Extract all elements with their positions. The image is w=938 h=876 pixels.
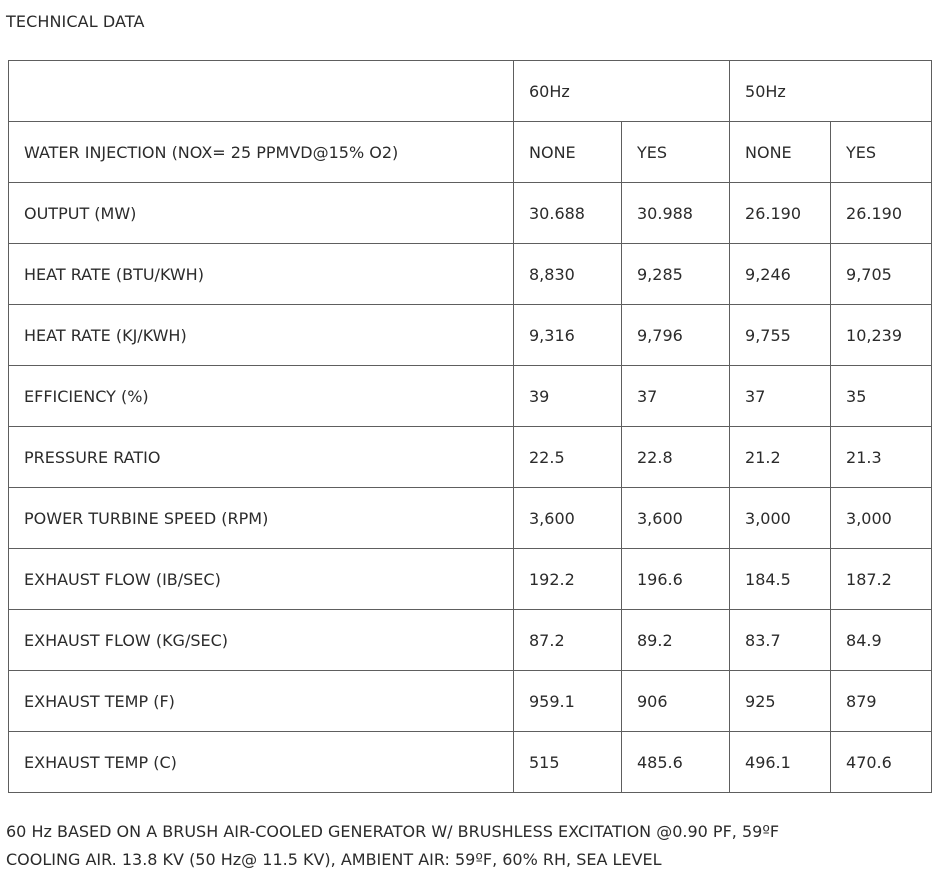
cell-50hz-none: 9,246: [730, 244, 831, 305]
footnote: [6, 818, 926, 874]
cell-50hz-none: 21.2: [730, 427, 831, 488]
cell-50hz-yes: YES: [831, 122, 932, 183]
table-row: [9, 183, 932, 244]
cell-50hz-yes: 879: [831, 671, 932, 732]
cell-60hz-yes: 30.988: [622, 183, 730, 244]
table-row: [9, 427, 932, 488]
technical-data-table: [8, 60, 932, 793]
row-label: EXHAUST TEMP (F): [9, 671, 514, 732]
cell-50hz-none: 83.7: [730, 610, 831, 671]
cell-60hz-yes: 89.2: [622, 610, 730, 671]
cell-60hz-none: 30.688: [514, 183, 622, 244]
table-row: [9, 549, 932, 610]
cell-60hz-none: 9,316: [514, 305, 622, 366]
footnote-line-2: COOLING AIR. 13.8 KV (50 Hz@ 11.5 KV), AMBIENT AIR: 59ºF, 60% RH, SEA LEVEL: [6, 850, 662, 869]
table-row: [9, 244, 932, 305]
cell-60hz-yes: 22.8: [622, 427, 730, 488]
row-label: EXHAUST FLOW (IB/SEC): [9, 549, 514, 610]
cell-60hz-yes: 485.6: [622, 732, 730, 793]
cell-50hz-none: 496.1: [730, 732, 831, 793]
row-label: OUTPUT (MW): [9, 183, 514, 244]
table-row: [9, 610, 932, 671]
cell-50hz-yes: 9,705: [831, 244, 932, 305]
cell-60hz-yes: 196.6: [622, 549, 730, 610]
cell-60hz-none: 192.2: [514, 549, 622, 610]
row-label: HEAT RATE (BTU/KWH): [9, 244, 514, 305]
cell-60hz-none: 3,600: [514, 488, 622, 549]
table-row: [9, 488, 932, 549]
header-60hz: 60Hz: [514, 61, 730, 122]
cell-60hz-none: 87.2: [514, 610, 622, 671]
cell-50hz-yes: 21.3: [831, 427, 932, 488]
table-row: [9, 671, 932, 732]
cell-60hz-yes: 9,285: [622, 244, 730, 305]
row-label: WATER INJECTION (NOX= 25 PPMVD@15% O2): [9, 122, 514, 183]
row-label: EXHAUST TEMP (C): [9, 732, 514, 793]
cell-60hz-yes: 906: [622, 671, 730, 732]
cell-50hz-none: 37: [730, 366, 831, 427]
cell-60hz-none: 515: [514, 732, 622, 793]
cell-50hz-yes: 10,239: [831, 305, 932, 366]
cell-60hz-yes: 37: [622, 366, 730, 427]
header-empty-cell: [9, 61, 514, 122]
cell-60hz-none: 8,830: [514, 244, 622, 305]
row-label: EFFICIENCY (%): [9, 366, 514, 427]
cell-50hz-yes: 3,000: [831, 488, 932, 549]
cell-50hz-yes: 470.6: [831, 732, 932, 793]
cell-50hz-yes: 187.2: [831, 549, 932, 610]
header-50hz: 50Hz: [730, 61, 932, 122]
cell-50hz-yes: 26.190: [831, 183, 932, 244]
cell-50hz-none: 925: [730, 671, 831, 732]
table-row: [9, 305, 932, 366]
row-label: HEAT RATE (KJ/KWH): [9, 305, 514, 366]
row-label: PRESSURE RATIO: [9, 427, 514, 488]
cell-50hz-yes: 35: [831, 366, 932, 427]
cell-60hz-none: NONE: [514, 122, 622, 183]
cell-50hz-none: 3,000: [730, 488, 831, 549]
cell-50hz-none: NONE: [730, 122, 831, 183]
cell-60hz-none: 959.1: [514, 671, 622, 732]
table-row: [9, 122, 932, 183]
table-row: [9, 366, 932, 427]
cell-50hz-none: 26.190: [730, 183, 831, 244]
cell-60hz-yes: 9,796: [622, 305, 730, 366]
footnote-line-1: 60 Hz BASED ON A BRUSH AIR-COOLED GENERATOR W/ BRUSHLESS EXCITATION @0.90 PF, 59ºF: [6, 822, 780, 841]
table-row: [9, 732, 932, 793]
cell-50hz-yes: 84.9: [831, 610, 932, 671]
cell-60hz-yes: 3,600: [622, 488, 730, 549]
cell-60hz-yes: YES: [622, 122, 730, 183]
row-label: EXHAUST FLOW (KG/SEC): [9, 610, 514, 671]
cell-60hz-none: 22.5: [514, 427, 622, 488]
page-title: TECHNICAL DATA: [6, 12, 145, 31]
table-header-row: [9, 61, 932, 122]
cell-50hz-none: 184.5: [730, 549, 831, 610]
row-label: POWER TURBINE SPEED (RPM): [9, 488, 514, 549]
cell-50hz-none: 9,755: [730, 305, 831, 366]
cell-60hz-none: 39: [514, 366, 622, 427]
